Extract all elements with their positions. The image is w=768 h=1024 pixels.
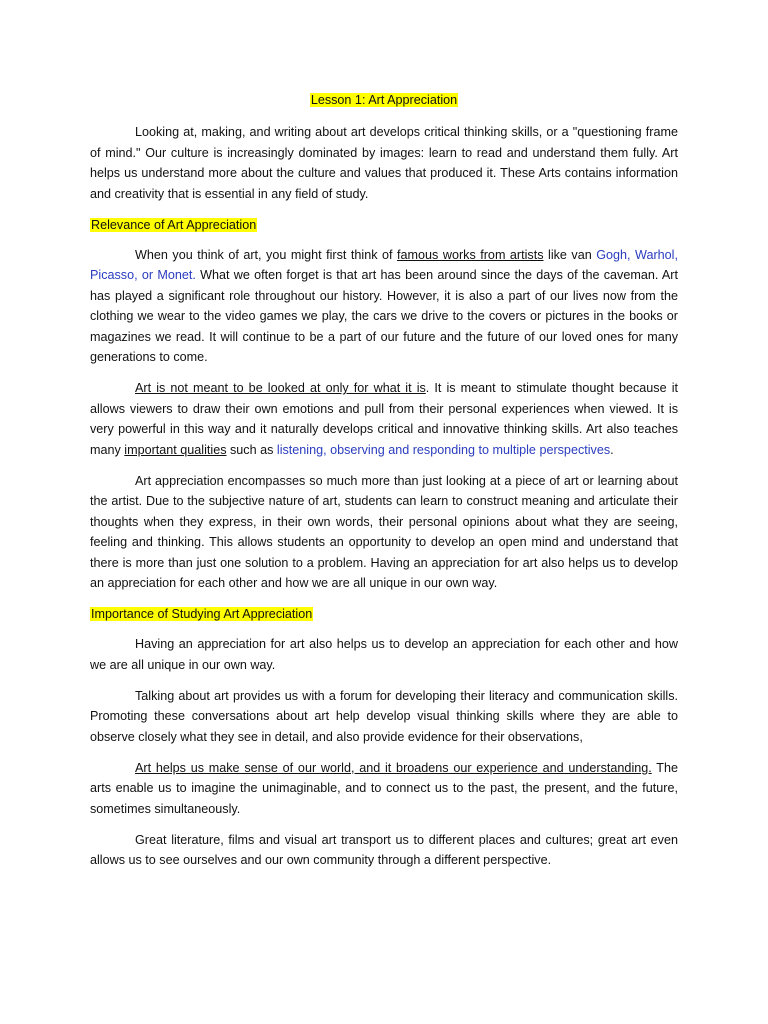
text-run: The arts enable us to imagine the unimaginable, and to connect us to the past, the present, and the future, sometimes simultaneously.	[90, 760, 678, 816]
importance-paragraph-3	[90, 758, 678, 820]
importance-paragraph-1: Having an appreciation for art also helps us to develop an appreciation for each other and how we are all unique in our own way.	[90, 637, 678, 672]
relevance-paragraph-3: Art appreciation encompasses so much more than just looking at a piece of art or learning about the artist. Due to the subjective nature of art, students can learn to construct meaning and articulate their thoughts when they express, in their own words, their personal opinions about what they are seeing, feeling and thinking. This allows students an opportunity to develop an open mind and understand that there is more than just one solution to a problem. Having an appreciation for art also helps us to develop an appreciation for each other and how we are all unique in our own way.	[90, 473, 678, 590]
underlined-phrase: important qualities	[124, 442, 227, 457]
section-heading-importance-text: Importance of Studying Art Appreciation	[91, 607, 313, 621]
text-run: . It is meant to stimulate thought because it allows viewers to draw their own emotions and pull from their personal experiences when viewed. It is very powerful in this way and it naturally develops critical and innovative thinking skills. Art also teaches many	[90, 381, 678, 457]
lesson-title	[90, 90, 678, 110]
text-run: such as	[226, 442, 277, 457]
artist-names: Gogh, Warhol, Picasso, or Monet.	[90, 247, 678, 282]
text-run: When you think of art, you might first think of	[135, 247, 398, 262]
importance-paragraph-4: Great literature, films and visual art transport us to different places and cultures; great art even allows us to see ourselves and our own community through a different perspective.	[90, 832, 678, 867]
section-heading-relevance-text: Relevance of Art Appreciation	[91, 217, 257, 232]
document-page	[90, 90, 678, 881]
text-run: .	[610, 442, 614, 457]
qualities-list: listening, observing and responding to multiple perspectives	[276, 442, 611, 457]
importance-paragraph-2: Talking about art provides us with a forum for developing their literacy and communication skills. Promoting these conversations about art help develop visual thinking skills where they are able to observe closely what they see in detail, and also provide evidence for their observations,	[90, 688, 678, 744]
underlined-phrase: famous works from artists	[397, 247, 544, 262]
relevance-paragraph-2	[90, 378, 678, 460]
lesson-title-text: Lesson 1: Art Appreciation	[310, 93, 458, 107]
underlined-phrase: Art helps us make sense of our world, and it broadens our experience and understanding.	[135, 760, 652, 775]
text-run: like van	[543, 247, 597, 262]
section-heading-importance	[90, 604, 678, 624]
text-run: What we often forget is that art has been around since the days of the caveman. Art has played a significant role throughout our history. However, it is also a part of our lives now from the clothing we wear to the video games we play, the cars we drive to the covers or pictures in the books or magazines we read. It will continue to be a part of our future and the future of our loved ones for many generations to come.	[90, 268, 678, 364]
intro-paragraph: Looking at, making, and writing about art develops critical thinking skills, or a "questioning frame of mind." Our culture is increasingly dominated by images: learn to read and understand them fully. Art helps us understand more about the culture and values that produced it. These Arts contains information and creativity that is essential in any field of study.	[90, 125, 678, 201]
relevance-paragraph-1	[90, 245, 678, 368]
underlined-phrase: Art is not meant to be looked at only for what it is	[135, 381, 426, 395]
section-heading-relevance	[90, 215, 678, 235]
